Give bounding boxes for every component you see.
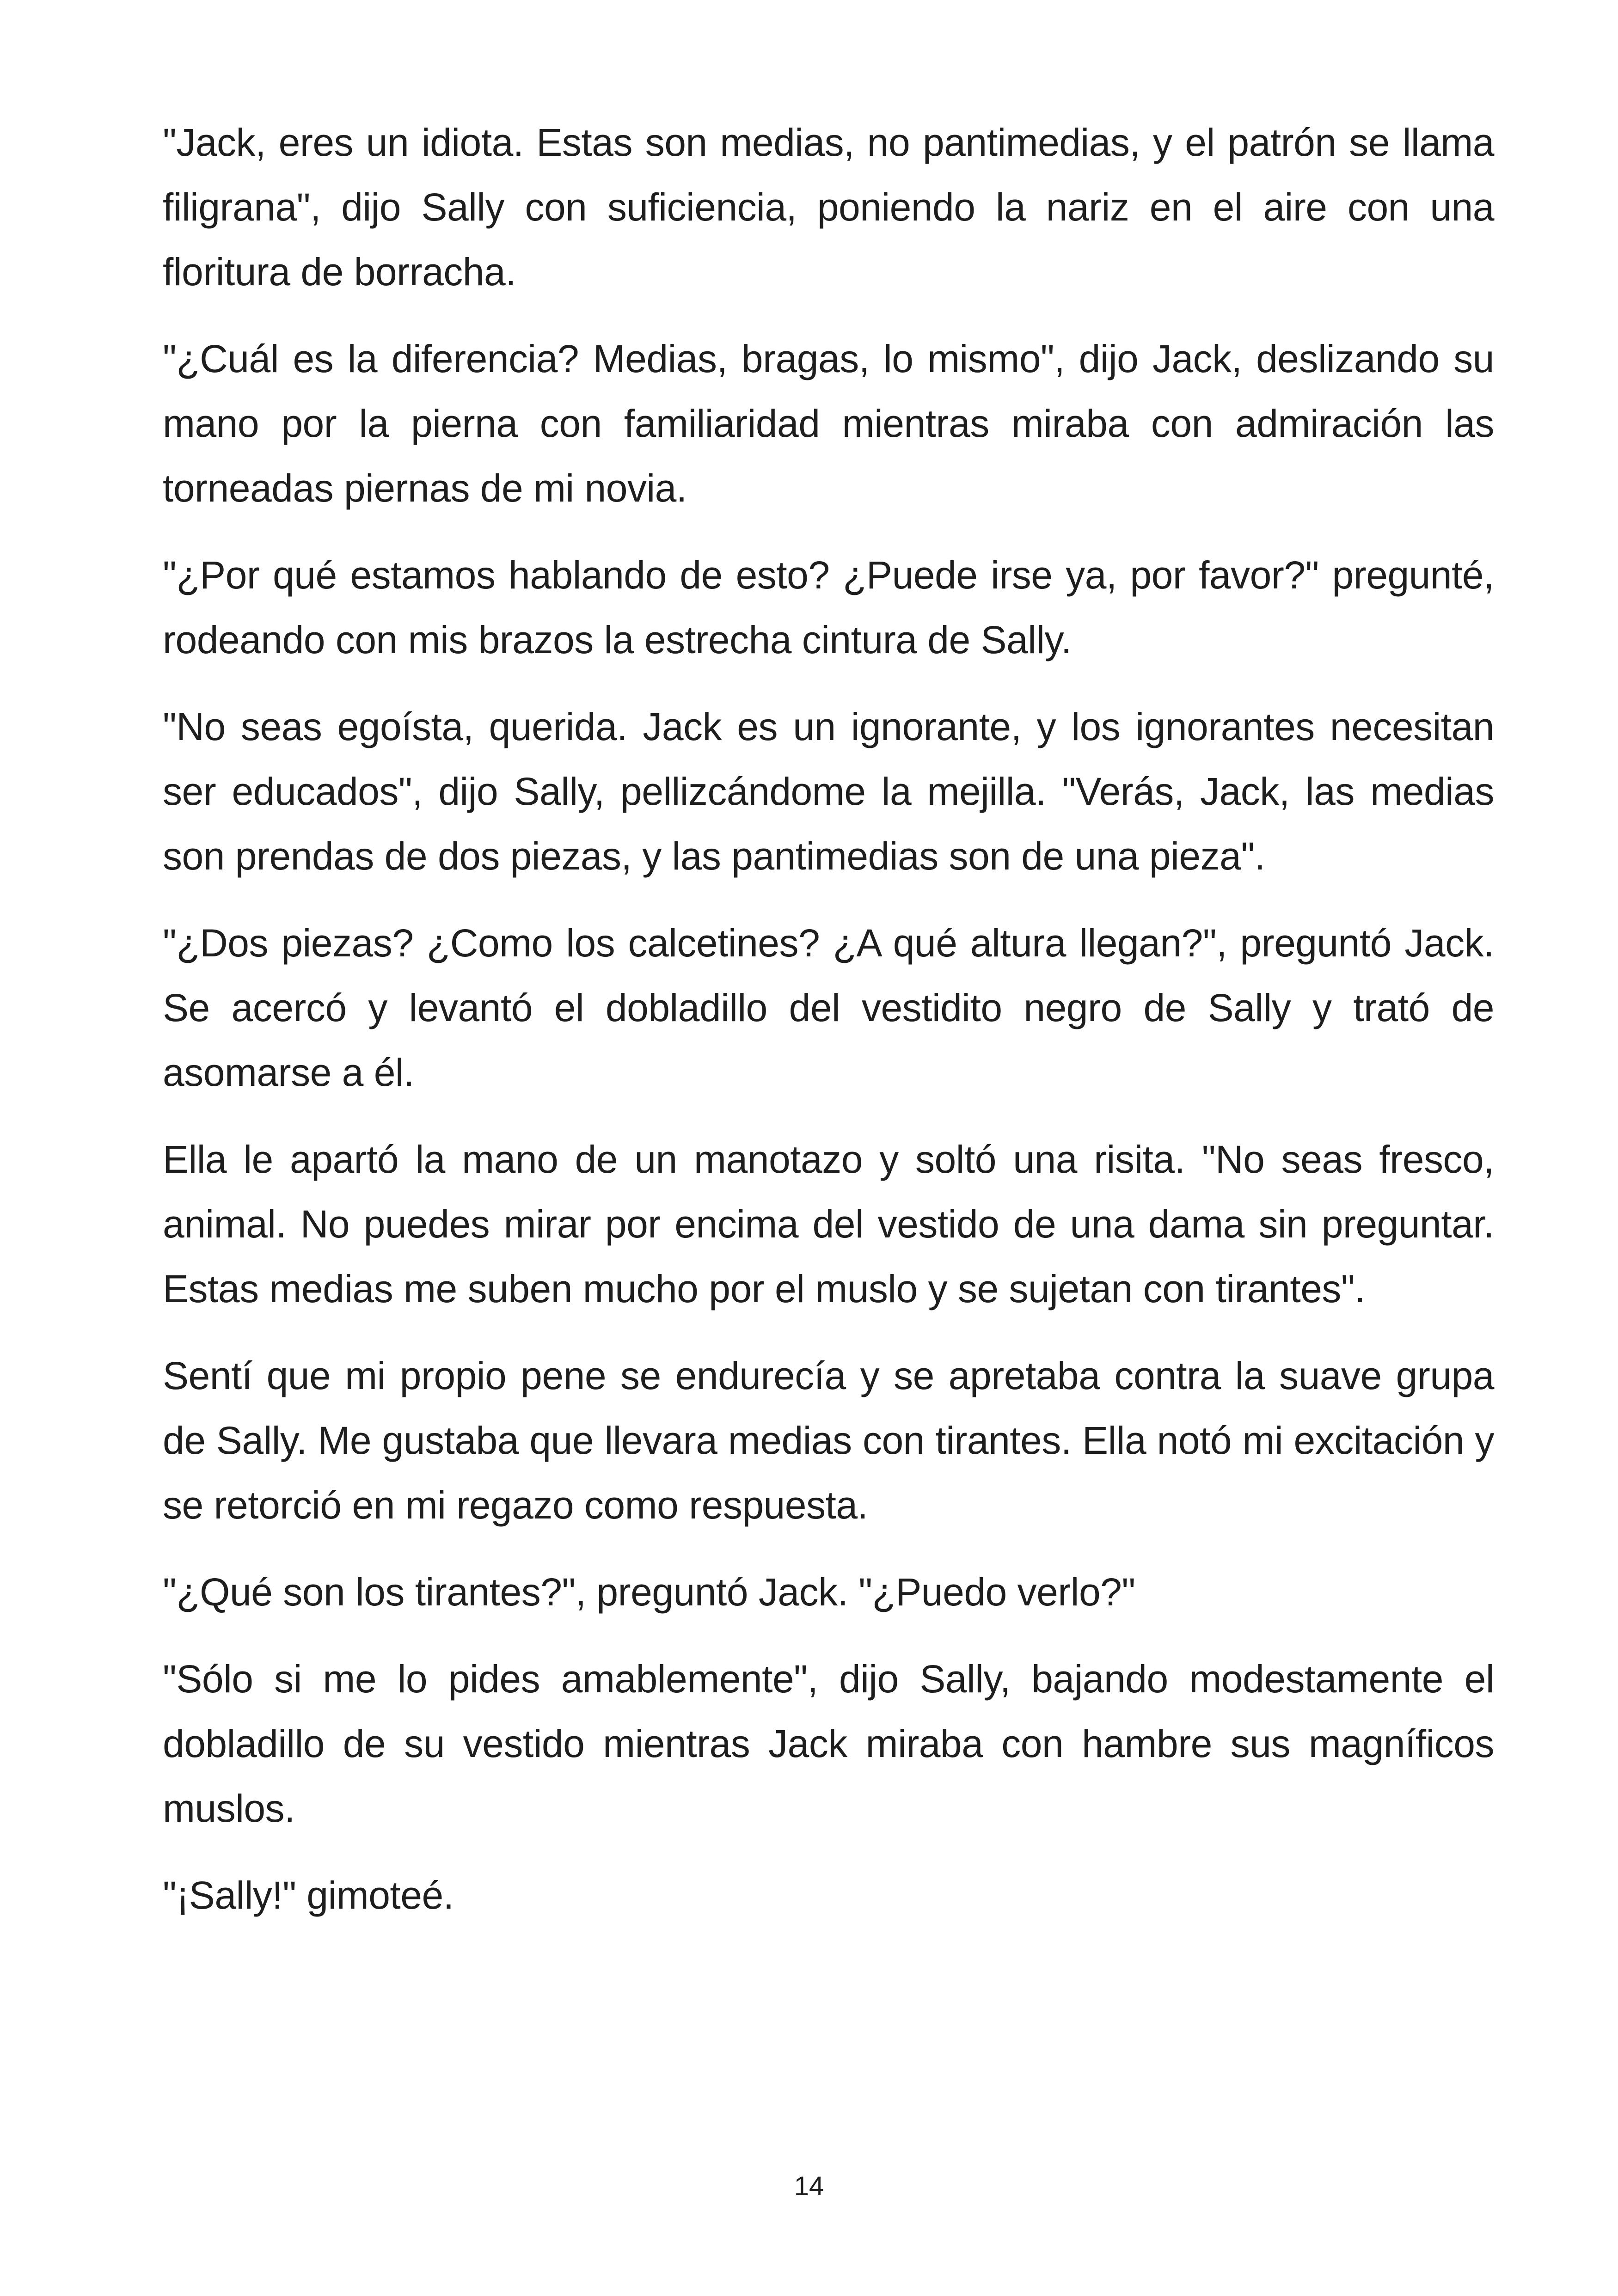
paragraph: "¿Dos piezas? ¿Como los calcetines? ¿A qué altura llegan?", preguntó Jack. Se acercó y levantó el dobladillo del vestidito negro de Sally y trató de asomarse a él.	[163, 921, 1494, 1094]
paragraph: "¡Sally!" gimoteé.	[163, 1874, 454, 1917]
paragraph: "¿Por qué estamos hablando de esto? ¿Puede irse ya, por favor?" pregunté, rodeando con mis brazos la estrecha cintura de Sally.	[163, 553, 1494, 661]
paragraph: Ella le apartó la mano de un manotazo y soltó una risita. "No seas fresco, animal. No puedes mirar por encima del vestido de una dama sin preguntar. Estas medias me suben mucho por el muslo y se sujetan con tirantes".	[163, 1138, 1494, 1310]
paragraph: "No seas egoísta, querida. Jack es un ignorante, y los ignorantes necesitan ser educados", dijo Sally, pellizcándome la mejilla. "Verás, Jack, las medias son prendas de dos piezas, y las pantimedias son de una pieza".	[163, 705, 1494, 878]
page-body	[163, 110, 1494, 1950]
page-number: 14	[794, 2171, 824, 2201]
paragraph: "¿Cuál es la diferencia? Medias, bragas, lo mismo", dijo Jack, deslizando su mano por la pierna con familiaridad mientras miraba con admiración las torneadas piernas de mi novia.	[163, 337, 1494, 510]
paragraph: Sentí que mi propio pene se endurecía y se apretaba contra la suave grupa de Sally. Me gustaba que llevara medias con tirantes. Ella notó mi excitación y se retorció en mi regazo como respuesta.	[163, 1354, 1494, 1527]
paragraph: "¿Qué son los tirantes?", preguntó Jack. "¿Puedo verlo?"	[163, 1570, 1135, 1614]
paragraph: "Jack, eres un idiota. Estas son medias, no pantimedias, y el patrón se llama filigrana", dijo Sally con suficiencia, poniendo la nariz en el aire con una floritura de borracha.	[163, 121, 1494, 294]
paragraph: "Sólo si me lo pides amablemente", dijo Sally, bajando modestamente el dobladillo de su vestido mientras Jack miraba con hambre sus magníficos muslos.	[163, 1657, 1494, 1830]
